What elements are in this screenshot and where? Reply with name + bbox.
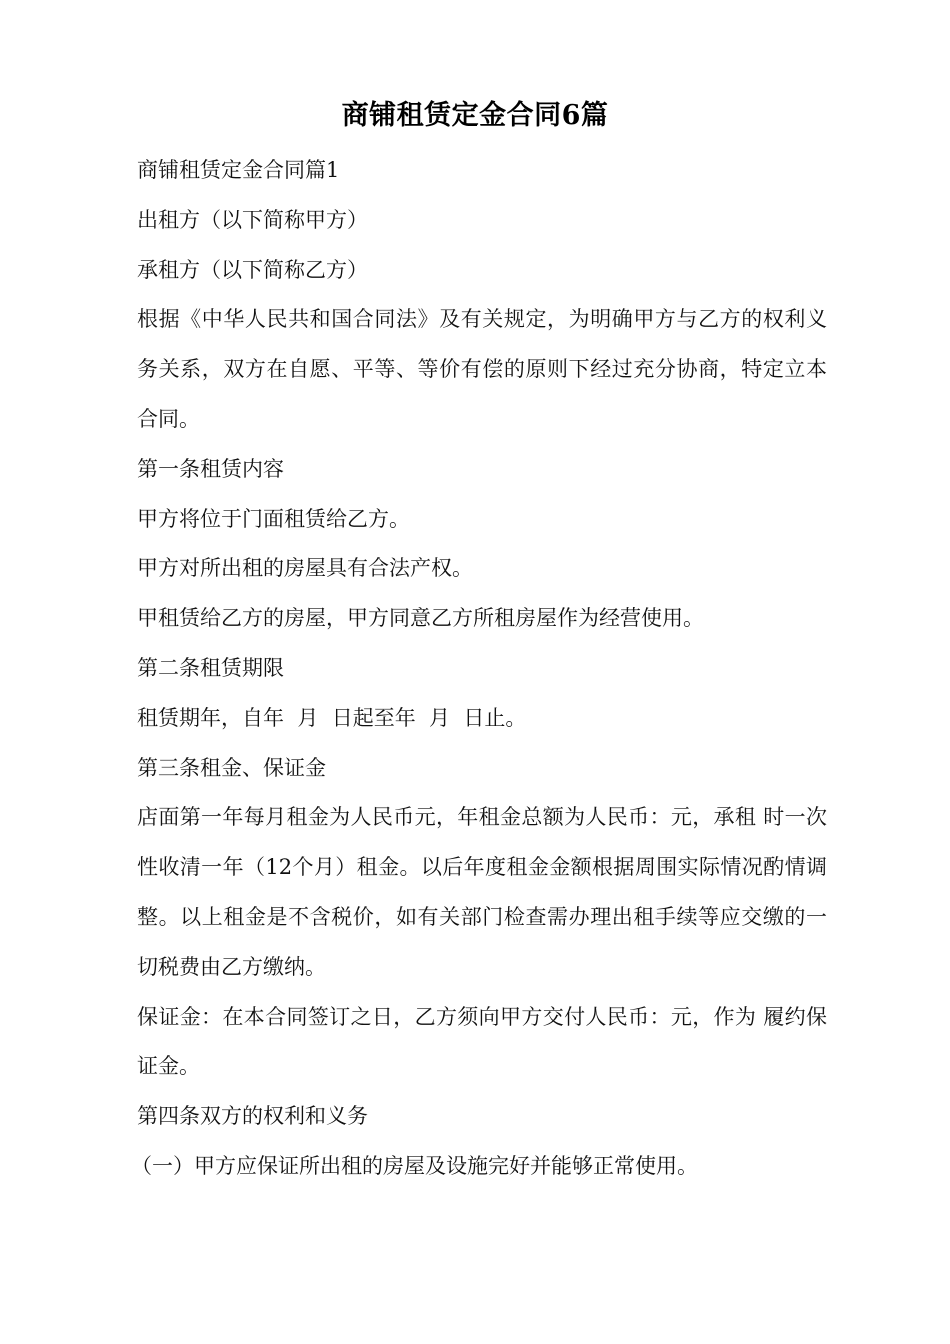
article-4-clause-1: （一）甲方应保证所出租的房屋及设施完好并能够正常使用。 (131, 1153, 698, 1178)
article-1-clause-2: 甲方对所出租的房屋具有合法产权。 (137, 556, 473, 581)
preamble-paragraph: 根据《中华人民共和国合同法》及有关规定，为明确甲方与乙方的权利义务关系，双方在自愿、平等、等价有偿的原则下经过充分协商，特定立本合同。 (137, 307, 827, 431)
document-title: 商铺租赁定金合同6篇 (341, 100, 609, 131)
article-4-heading: 第四条双方的权利和义务 (137, 1104, 368, 1129)
lessee-line: 承租方（以下简称乙方） (137, 257, 368, 282)
article-3-heading: 第三条租金、保证金 (137, 755, 326, 780)
article-2-heading: 第二条租赁期限 (137, 655, 284, 680)
article-1-clause-1: 甲方将位于门面租赁给乙方。 (137, 506, 410, 531)
article-3-rent-paragraph: 店面第一年每月租金为人民币元，年租金总额为人民币：元，承租 时一次性收清一年（12个月）租金。以后年度租金金额根据周围实际情况酌情调整。以上租金是不含税价，如有关部门检查需办理出租手续等应交缴的一切税费由乙方缴纳。 (137, 805, 827, 979)
section-heading: 商铺租赁定金合同篇1 (137, 158, 340, 182)
article-3-deposit-paragraph: 保证金：在本合同签订之日，乙方须向甲方交付人民币：元，作为 履约保证金。 (137, 1004, 827, 1079)
article-1-heading: 第一条租赁内容 (137, 456, 284, 481)
document-body (131, 146, 827, 1192)
article-1-clause-3: 甲租赁给乙方的房屋，甲方同意乙方所租房屋作为经营使用。 (137, 606, 704, 631)
lessor-line: 出租方（以下简称甲方） (137, 207, 368, 232)
article-2-clause-1: 租赁期年，自年 月 日起至年 月 日止。 (137, 705, 527, 730)
